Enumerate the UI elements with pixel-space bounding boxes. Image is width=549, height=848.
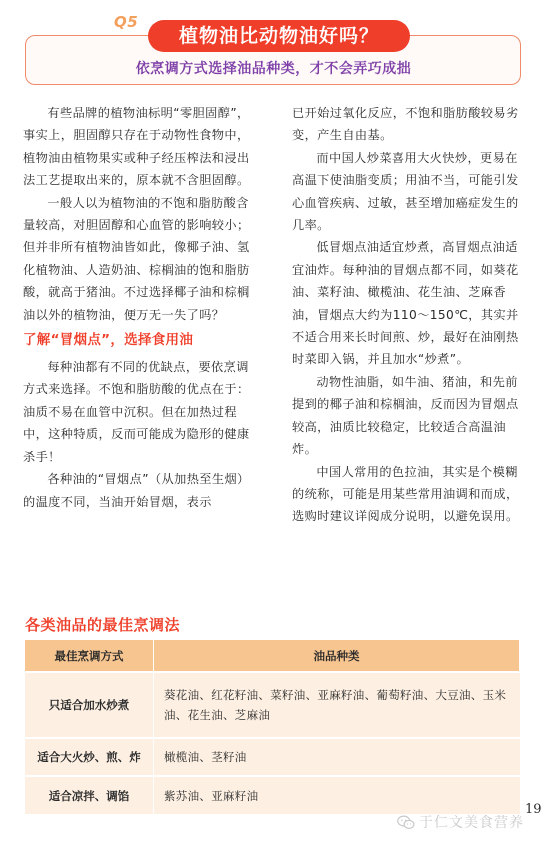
method-cell: 只适合加水炒煮: [25, 672, 154, 738]
paragraph: 每种油都有不同的优缺点，要依烹调方式来选择。不饱和脂肪酸的优点在于：油质不易在血管中沉积。但在加热过程中，这种特质，反而可能成为隐形的健康杀手！: [23, 360, 250, 464]
paragraph: 有些品牌的植物油标明“零胆固醇”，事实上，胆固醇只存在于动物性食物中，植物油由植物果实或种子经压榨法和浸出法工艺提取出来的，原本就不含胆固醇。: [23, 106, 250, 188]
column-header: 油品种类: [154, 640, 520, 672]
question-badge: Q5: [114, 13, 139, 31]
oils-cell: 葵花油、红花籽油、菜籽油、亚麻籽油、葡萄籽油、大豆油、玉米油、花生油、芝麻油: [154, 672, 520, 738]
cooking-method-table: [25, 640, 520, 814]
method-cell: 适合大火炒、煎、炸: [25, 738, 154, 776]
paragraph: 低冒烟点油适宜炒煮，高冒烟点油适宜油炸。每种油的冒烟点都不同，如葵花油、菜籽油、橄榄油、花生油、芝麻香油，冒烟点大约为110～150℃，其实并不适合用来长时间煎、炒，最好在油刚热时菜即入锅，并且加水“炒煮”。: [292, 240, 519, 367]
paragraph: 一般人以为植物油的不饱和脂肪酸含量较高，对胆固醇和心血管的影响较小；但并非所有植物油皆如此，像椰子油、氢化植物油、人造奶油、棕榈油的饱和脂肪酸，就高于猪油。不过选择椰子油和棕榈油以外的植物油，便万无一失了吗？: [23, 195, 250, 322]
paragraph: 中国人常用的色拉油，其实是个模糊的统称，可能是用某些常用油调和而成，选购时建议详阅成分说明，以避免误用。: [292, 464, 519, 524]
table-row: [25, 776, 520, 814]
watermark-text: 于仁文美食营养: [419, 815, 524, 831]
page-number: 19: [525, 802, 542, 817]
paragraph: 而中国人炒菜喜用大火快炒，更易在高温下使油脂变质；用油不当，可能引发心血管疾病、过敏，甚至增加癌症发生的几率。: [292, 150, 519, 233]
section-heading: 了解“冒烟点”，选择食用油: [23, 332, 194, 349]
wechat-icon: [397, 815, 415, 830]
right-column: [292, 102, 522, 528]
page-title: 植物油比动物油好吗？: [148, 20, 410, 52]
watermark: [397, 812, 524, 832]
table-row: [25, 672, 520, 738]
oils-cell: 紫苏油、亚麻籽油: [154, 776, 520, 814]
table-row: [25, 738, 520, 776]
oils-cell: 橄榄油、茎籽油: [154, 738, 520, 776]
table-header-row: [25, 640, 520, 672]
paragraph: 已开始过氧化反应，不饱和脂肪酸较易劣变，产生自由基。: [292, 106, 519, 143]
column-header: 最佳烹调方式: [25, 640, 154, 672]
paragraph: 动物性油脂，如牛油、猪油，和先前提到的椰子油和棕榈油，反而因为冒烟点较高，油质比较稳定，比较适合高温油炸。: [292, 374, 519, 457]
left-column: [23, 102, 256, 513]
table-title: 各类油品的最佳烹调法: [25, 616, 181, 634]
method-cell: 适合凉拌、调馅: [25, 776, 154, 814]
paragraph: 各种油的“冒烟点”（从加热至生烟）的温度不同，当油开始冒烟，表示: [23, 472, 250, 509]
page-subtitle: 依烹调方式选择油品种类，才不会弄巧成拙: [135, 61, 412, 77]
